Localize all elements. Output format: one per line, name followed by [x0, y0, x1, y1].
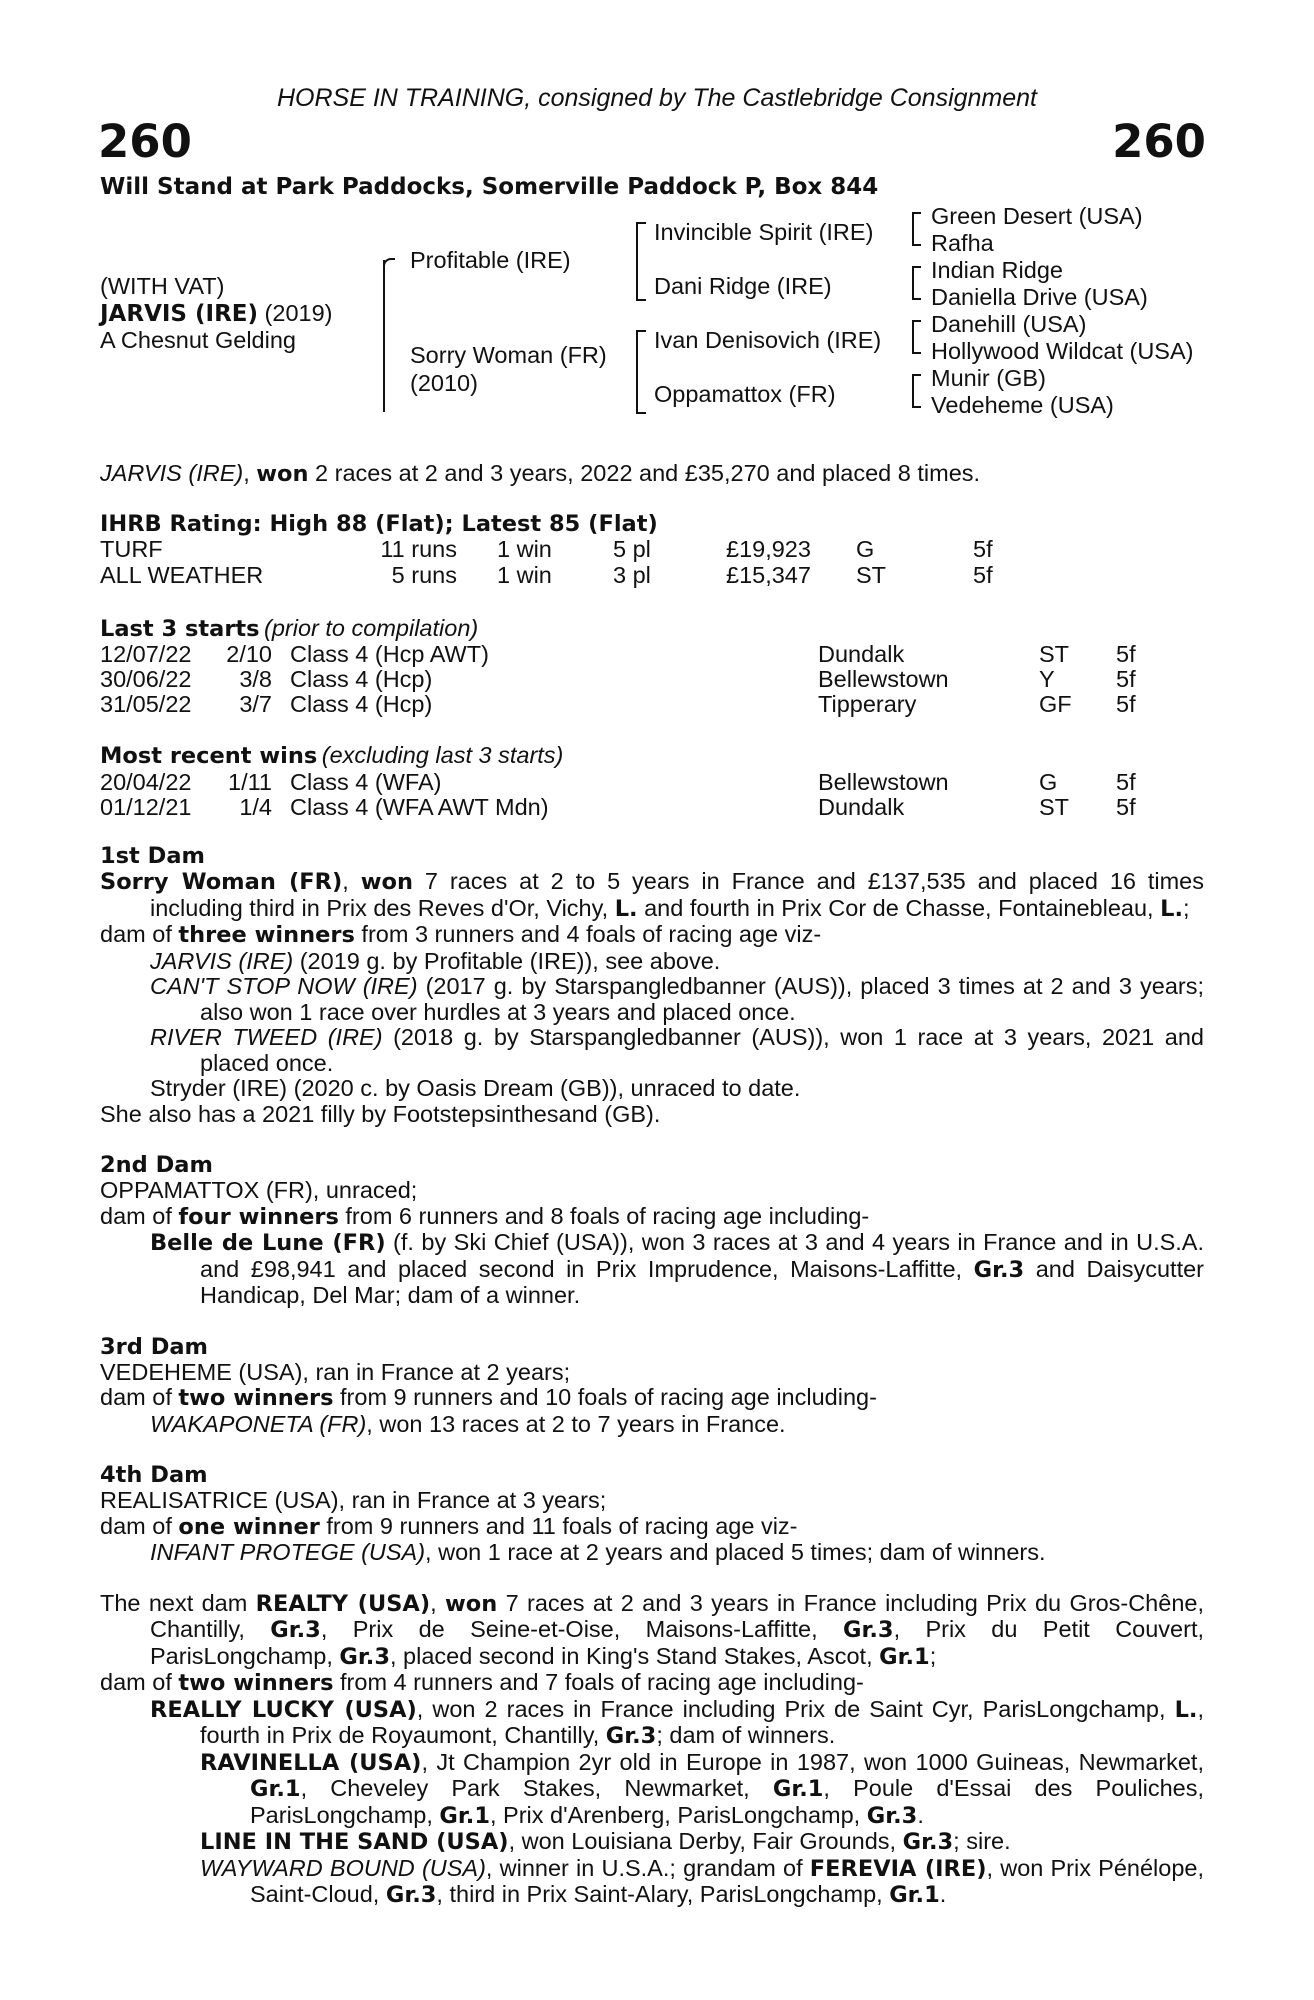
nextdam-record: [100, 1591, 1204, 1671]
win-date: 01/12/21: [100, 794, 192, 820]
win-race: Class 4 (WFA AWT Mdn): [290, 794, 549, 820]
horse-year: (2019): [264, 300, 333, 326]
dam1-produce-1: [150, 949, 1204, 975]
rating-row-distance: 5f: [973, 562, 993, 588]
recentwins-heading-line: [100, 743, 563, 769]
nextdam-produce-line-in-the-sand: [200, 1829, 1204, 1856]
produce-name: FEREVIA (IRE): [809, 1855, 987, 1882]
group-badge: Gr.3: [843, 1617, 894, 1643]
group-badge: Gr.1: [889, 1882, 940, 1908]
summary-horse-name: JARVIS (IRE): [100, 460, 244, 486]
start-date: 12/07/22: [100, 641, 192, 667]
vat-note: (WITH VAT): [100, 273, 225, 299]
pedigree-dam-year: (2010): [410, 370, 478, 396]
rating-row-distance: 5f: [973, 536, 993, 562]
rating-row-going: ST: [856, 562, 887, 588]
group-badge: Gr.3: [270, 1617, 321, 1643]
produce-text: .: [939, 1881, 947, 1907]
horse-name-line: [100, 300, 332, 327]
nextdam-won: won: [445, 1590, 498, 1617]
pedigree-brace: [912, 374, 921, 408]
produce-name: REALLY LUCKY (USA): [150, 1696, 417, 1723]
start-going: GF: [1039, 691, 1072, 717]
dam3-winners-count: two winners: [178, 1385, 334, 1411]
dam1-also: She also has a 2021 filly by Footstepsinthesand (GB).: [100, 1100, 661, 1127]
start-position: 3/7: [239, 691, 272, 717]
dam4-winners-count: one winner: [178, 1513, 320, 1540]
group-badge: Gr.3: [973, 1256, 1025, 1283]
group-badge: Gr.3: [866, 1802, 918, 1829]
pedigree-ggp-2: Rafha: [931, 230, 994, 256]
produce-text: (f. by Ski Chief (USA)), won 3 races at 3 and 4 years in France and in U.S.A. and £98,941 and placed second in Prix Imprudence, Maisons-Laffitte,: [200, 1229, 1205, 1282]
pedigree-brace: [912, 320, 921, 354]
start-going: ST: [1039, 641, 1070, 667]
produce-name: WAYWARD BOUND (USA): [200, 1854, 486, 1881]
produce-text: (2018 g. by Starspangledbanner (AUS)), won 1 race at 3 years, 2021 and placed once.: [200, 1024, 1204, 1076]
produce-text: (2017 g. by Starspangledbanner (AUS)), placed 3 times at 2 and 3 years; also won 1 race over hurdles at 3 years and placed once.: [200, 973, 1204, 1025]
produce-text: , Poule d'Essai des Pouliches, ParisLongchamp,: [250, 1775, 1204, 1828]
pedigree-ggp-4: Daniella Drive (USA): [931, 284, 1148, 310]
win-distance: 5f: [1116, 794, 1136, 820]
pedigree-sire-dam: Dani Ridge (IRE): [654, 273, 832, 299]
start-position: 3/8: [239, 666, 272, 692]
pedigree-ggp-1: Green Desert (USA): [931, 203, 1143, 229]
listed-badge: L.: [1174, 1696, 1198, 1723]
produce-text: , won 13 races at 2 to 7 years in France.: [366, 1410, 786, 1437]
group-badge: Gr.3: [385, 1882, 437, 1908]
start-date: 31/05/22: [100, 691, 192, 717]
nextdam-produce-summary: [100, 1670, 1204, 1697]
group-badge: Gr.3: [339, 1643, 390, 1670]
win-distance: 5f: [1116, 769, 1136, 795]
lot-number-right: 260: [1112, 115, 1206, 168]
rating-row-placed: 3 pl: [613, 562, 651, 588]
produce-text: ; sire.: [953, 1828, 1011, 1854]
rating-row-runs: 11 runs: [380, 536, 457, 562]
dam4-produce-summary: [100, 1514, 1204, 1541]
dam3-damof-text: from 9 runners and 10 foals of racing age including-: [333, 1384, 877, 1410]
dam2-winners-count: four winners: [178, 1203, 339, 1230]
produce-name: LINE IN THE SAND (USA): [200, 1829, 509, 1855]
produce-text: and Daisycutter Handicap, Del Mar; dam of a winner.: [200, 1255, 1204, 1308]
win-going: ST: [1039, 794, 1070, 820]
produce-name: RIVER TWEED (IRE): [150, 1024, 383, 1050]
group-badge: Gr.3: [902, 1829, 954, 1855]
start-distance: 5f: [1116, 666, 1136, 692]
produce-text: .: [917, 1801, 924, 1828]
last3-heading-line: [100, 616, 478, 642]
dam4-record: REALISATRICE (USA), ran in France at 3 years;: [100, 1487, 607, 1513]
racing-summary: JARVIS (IRE), won 2 races at 2 and 3 years, 2022 and £35,270 and placed 8 times.: [100, 460, 981, 487]
group-badge: Gr.1: [772, 1776, 824, 1802]
dam3-heading: 3rd Dam: [100, 1333, 208, 1360]
produce-text: , Cheveley Park Stakes, Newmarket,: [300, 1775, 773, 1801]
pedigree-ggp-5: Danehill (USA): [931, 311, 1087, 337]
pedigree-brace: [636, 222, 646, 301]
dam4-produce-1: [150, 1540, 1204, 1566]
recentwins-note: (excluding last 3 starts): [321, 742, 564, 768]
dam1-heading: 1st Dam: [100, 843, 205, 869]
dam3-produce-summary: [100, 1385, 1204, 1412]
pedigree-ggp-3: Indian Ridge: [931, 257, 1063, 283]
produce-text: (2019 g. by Profitable (IRE)), see above.: [293, 947, 721, 974]
dam3-damof-text: dam of: [100, 1384, 179, 1410]
start-distance: 5f: [1116, 641, 1136, 667]
pedigree-ggp-7: Munir (GB): [931, 365, 1046, 391]
summary-text: 2 races at 2 and 3 years, 2022 and £35,270 and placed 8 times.: [308, 460, 981, 486]
pedigree-sire: Profitable (IRE): [410, 247, 571, 273]
nextdam-text: 7 races at 2 and 3 years in France including Prix du Gros-Chêne, Chantilly,: [150, 1589, 1204, 1642]
nextdam-produce-really-lucky: [150, 1697, 1204, 1750]
start-race: Class 4 (Hcp AWT): [290, 641, 489, 667]
rating-row-surface: TURF: [100, 536, 163, 562]
produce-name: Belle de Lune (FR): [150, 1230, 386, 1256]
dam1-name: Sorry Woman (FR): [100, 869, 343, 895]
lot-number-left: 260: [98, 115, 192, 168]
win-date: 20/04/22: [100, 769, 192, 795]
win-course: Dundalk: [818, 794, 905, 820]
rating-row-wins: 1 win: [497, 562, 552, 588]
nextdam-text: The next dam: [100, 1589, 256, 1616]
dam1-produce-summary: [100, 922, 1204, 949]
start-course: Bellewstown: [818, 666, 949, 692]
dam1-produce-2: [150, 974, 1204, 1025]
start-distance: 5f: [1116, 691, 1136, 717]
produce-text: , won 2 races in France including Prix de Saint Cyr, ParisLongchamp,: [416, 1695, 1175, 1722]
recentwins-heading: Most recent wins: [100, 743, 318, 769]
produce-text: , third in Prix Saint-Alary, ParisLongchamp,: [436, 1881, 890, 1907]
win-going: G: [1039, 769, 1058, 795]
listed-badge: L.: [614, 895, 638, 922]
pedigree-ggp-6: Hollywood Wildcat (USA): [931, 338, 1194, 364]
produce-text: , won 1 race at 2 years and placed 5 times; dam of winners.: [425, 1539, 1046, 1565]
dam2-produce-summary: [100, 1204, 1204, 1231]
group-badge: Gr.1: [879, 1643, 930, 1670]
dam3-produce-1: [150, 1412, 1204, 1438]
pedigree-brace: [912, 212, 921, 246]
last3-note: (prior to compilation): [264, 615, 479, 641]
pedigree-brace: [912, 266, 921, 300]
rating-heading: IHRB Rating: High 88 (Flat); Latest 85 (Flat): [100, 511, 658, 537]
pedigree-brace: [383, 260, 385, 412]
page-header-title: HORSE IN TRAINING, consigned by The Castlebridge Consignment: [276, 84, 1038, 112]
last3-heading: Last 3 starts: [100, 616, 260, 642]
listed-badge: L.: [1160, 895, 1183, 922]
start-date: 30/06/22: [100, 666, 192, 692]
rating-row-wins: 1 win: [497, 536, 552, 562]
dam1-damof-text: dam of: [100, 921, 179, 947]
start-race: Class 4 (Hcp): [290, 666, 433, 692]
win-position: 1/4: [239, 794, 272, 820]
produce-text: ; dam of winners.: [656, 1722, 836, 1748]
produce-name: CAN'T STOP NOW (IRE): [150, 973, 418, 999]
dam1-produce-3: [150, 1025, 1204, 1076]
start-course: Dundalk: [818, 641, 905, 667]
produce-text: , won Prix Pénélope, Saint-Cloud,: [250, 1854, 1204, 1907]
produce-name: JARVIS (IRE): [150, 947, 294, 974]
start-race: Class 4 (Hcp): [290, 691, 433, 717]
dam1-text: 7 races at 2 to 5 years in France and £137,535 and placed 16 times including third in Prix des Reves d'Or, Vichy,: [150, 868, 1205, 921]
dam3-record: VEDEHEME (USA), ran in France at 2 years;: [100, 1358, 571, 1385]
produce-name: WAKAPONETA (FR): [150, 1410, 367, 1437]
dam1-record: Sorry Woman (FR), won 7 races at 2 to 5 years in France and £137,535 and placed 16 times including third in Prix des Reves d'Or, Vichy, L. and fourth in Prix Cor de Chasse, Fontainebleau, L.;: [100, 868, 1205, 922]
rating-row-going: G: [856, 536, 875, 562]
dam2-damof-text: from 6 runners and 8 foals of racing age including-: [338, 1202, 870, 1229]
start-going: Y: [1039, 666, 1055, 692]
rating-row-runs: 5 runs: [391, 562, 457, 588]
dam2-produce-1: [150, 1230, 1204, 1309]
summary-won: won: [256, 461, 309, 487]
dam-sections: [100, 843, 1204, 1909]
produce-name: INFANT PROTEGE (USA): [150, 1539, 426, 1565]
nextdam-winners-count: two winners: [178, 1670, 334, 1696]
rating-row-surface: ALL WEATHER: [100, 562, 264, 588]
dam1-text: ;: [1183, 894, 1190, 921]
dam1-text: and fourth in Prix Cor de Chasse, Fontainebleau,: [637, 894, 1161, 921]
group-badge: Gr.1: [250, 1776, 301, 1802]
nextdam-text: ;: [929, 1642, 937, 1669]
rating-row-placed: 5 pl: [613, 536, 651, 562]
start-course: Tipperary: [818, 691, 917, 717]
horse-description: A Chesnut Gelding: [100, 327, 296, 353]
produce-text: , Prix d'Arenberg, ParisLongchamp,: [489, 1801, 867, 1828]
dam4-damof-text: dam of: [100, 1512, 179, 1539]
dam2-damof-text: dam of: [100, 1202, 179, 1229]
horse-name: JARVIS (IRE): [100, 301, 259, 327]
produce-name: RAVINELLA (USA): [200, 1749, 422, 1776]
nextdam-damof-text: dam of: [100, 1669, 179, 1695]
dam1-produce-4: Stryder (IRE) (2020 c. by Oasis Dream (GB)), unraced to date.: [150, 1075, 801, 1101]
group-badge: Gr.1: [439, 1802, 490, 1829]
produce-text: , Jt Champion 2yr old in Europe in 1987, won 1000 Guineas, Newmarket,: [421, 1748, 1204, 1775]
rating-row-money: £19,923: [726, 536, 811, 562]
win-course: Bellewstown: [818, 769, 949, 795]
nextdam-name: REALTY (USA): [255, 1590, 431, 1617]
produce-text: , winner in U.S.A.; grandam of: [485, 1854, 810, 1881]
pedigree-ggp-8: Vedeheme (USA): [931, 392, 1114, 418]
group-badge: Gr.3: [605, 1723, 657, 1749]
pedigree-dam-dam: Oppamattox (FR): [654, 381, 836, 407]
nextdam-produce-ravinella: [200, 1750, 1204, 1830]
dam4-damof-text: from 9 runners and 11 foals of racing age viz-: [319, 1512, 798, 1539]
pedigree-dam-sire: Ivan Denisovich (IRE): [654, 327, 882, 353]
dam2-record: OPPAMATTOX (FR), unraced;: [100, 1177, 418, 1203]
produce-text: , fourth in Prix de Royaumont, Chantilly,: [200, 1695, 1204, 1748]
produce-text: , won Louisiana Derby, Fair Grounds,: [508, 1828, 903, 1854]
nextdam-damof-text: from 4 runners and 7 foals of racing age including-: [333, 1669, 864, 1695]
win-race: Class 4 (WFA): [290, 769, 442, 795]
rating-row-money: £15,347: [726, 562, 811, 588]
start-position: 2/10: [226, 641, 272, 667]
pedigree-sire-sire: Invincible Spirit (IRE): [654, 219, 874, 245]
dam4-heading: 4th Dam: [100, 1462, 208, 1488]
nextdam-text: , Prix du Petit Couvert, ParisLongchamp,: [150, 1616, 1205, 1669]
dam1-damof-text: from 3 runners and 4 foals of racing age viz-: [354, 921, 822, 947]
nextdam-text: , Prix de Seine-et-Oise, Maisons-Laffitte,: [320, 1616, 843, 1642]
nextdam-text: , placed second in King's Stand Stakes, Ascot,: [389, 1642, 880, 1669]
pedigree-brace: [636, 330, 646, 414]
pedigree-dam: Sorry Woman (FR): [410, 342, 607, 368]
nextdam-text: ,: [430, 1589, 445, 1616]
dam2-heading: 2nd Dam: [100, 1152, 213, 1178]
nextdam-produce-wayward-bound: [200, 1856, 1204, 1909]
win-position: 1/11: [228, 769, 272, 795]
stand-location: Will Stand at Park Paddocks, Somerville Paddock P, Box 844: [100, 174, 879, 200]
dam1-won: won: [360, 869, 413, 895]
dam1-winners-count: three winners: [178, 922, 355, 948]
